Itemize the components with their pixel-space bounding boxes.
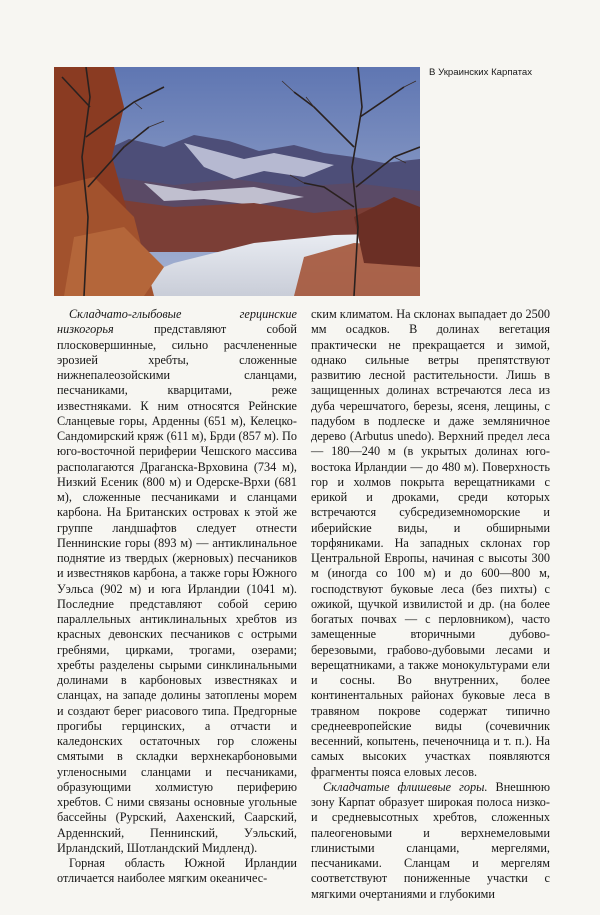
figure-caption: В Украинских Карпатах	[429, 67, 533, 78]
paragraph-text: представляют собой плосковершинные, сильно расчлененные эрозией хребты, сложенные нижнепалеозойскими сланцами, песчаниками, кварцитами, реже известняками. К ним относятся Рейнские Сланцевые горы, Арденны (651 м), Келецко-Сандомирский кряж (611 м), Брди (857 м). По юго-восточной периферии Чешского массива располагаются Драганска-Врховина (734 м), Низкий Есеник (800 м) и Одерске-Врхи (681 м), сложенные песчаниками и сланцами карбона. На Британских островах к этой же группе ландшафтов следует отнести Пеннинские горы (893 м) — антиклинальное поднятие из твердых (жерновых) песчаников и известняков карбона, а также горы Южного Уэльса (902 м) и юга Ирландии (1041 м). Последние представляют собой серию параллельных антиклинальных хребтов из красных девонских песчаников с острыми гребнями, цирками, трогами, озерами; хребты разделены сырыми синклинальными долинами в карбоновых известняках и сланцах, на западе долины затоплены морем и создают берег риасового типа. Предгорные прогибы герцинских, а отчасти и каледонских остаточных гор сложены смятыми в складки верхнекарбоновыми угленосными сланцами и песчаниками, образующими холмистую периферию хребтов. С ними связаны основные угольные бассейны (Рурский, Аахенский, Саарский, Арденнский, Пеннинский, Уэльский, Ирландский, Шотландский Мидленд).	[57, 322, 297, 855]
paragraph-text: Внешнюю зону Карпат образует широкая полоса низко- и средневысотных хребтов, сложенных палеогеновыми и верхнемеловыми глинистыми сланцами, мергелями, песчаниками. Сланцам и мергелям соответствуют пониженные участки с мягкими очертаниями и глубокими	[311, 779, 550, 901]
carpathians-photo	[54, 67, 420, 296]
section-heading: Складчатые флишевые горы.	[323, 779, 488, 794]
section-heading: Складчато-глыбовые герцинские низкогорья	[57, 307, 297, 337]
paragraph-text: ским климатом. На склонах выпадает до 2500 мм осадков. В долинах вегетация практически не прекращается и зимой, однако сильные ветры препятствуют развитию лесной растительности. Лишь в защищенных долинах встречаются леса из дуба черешчатого, березы, ясеня, лещины, с падубом в подлеске и даже земляничное дерево (Arbutus unedo). Верхний предел леса — 180—240 м (в укрытых долинах юго-востока Ирландии — до 480 м). Поверхность гор и холмов покрыта верещатниками с ерикой и дроками, среди которых встречаются субсредиземноморские и иберийские виды, и обширными торфяниками. На западных склонах гор Центральной Европы, начиная с высоты 300 м (иногда со 100 м) и до 600—800 м, господствуют буковые леса (без пихты) с ожикой, щучкой извилистой и др. (на более богатых почвах — с перловником), часто замещенные вторичными дубово-березовыми, грабово-дубовыми лесами и верещатниками, а также монокультурами ели и сосны. Во внутренних, более континентальных районах буковые леса в травяном покрове содержат типично среднеевропейские виды (сочевичник весенний, копытень, печеночница и т. п.). На самых высоких участках появляются фрагменты пояса еловых лесов.	[311, 307, 550, 779]
paragraph	[311, 780, 550, 902]
paragraph	[311, 307, 550, 780]
paragraph-text: Горная область Южной Ирландии отличается наиболее мягким океаничес-	[57, 856, 297, 886]
paragraph	[57, 307, 297, 856]
text-column-left	[57, 307, 297, 887]
paragraph	[57, 856, 297, 887]
text-column-right	[311, 307, 550, 902]
